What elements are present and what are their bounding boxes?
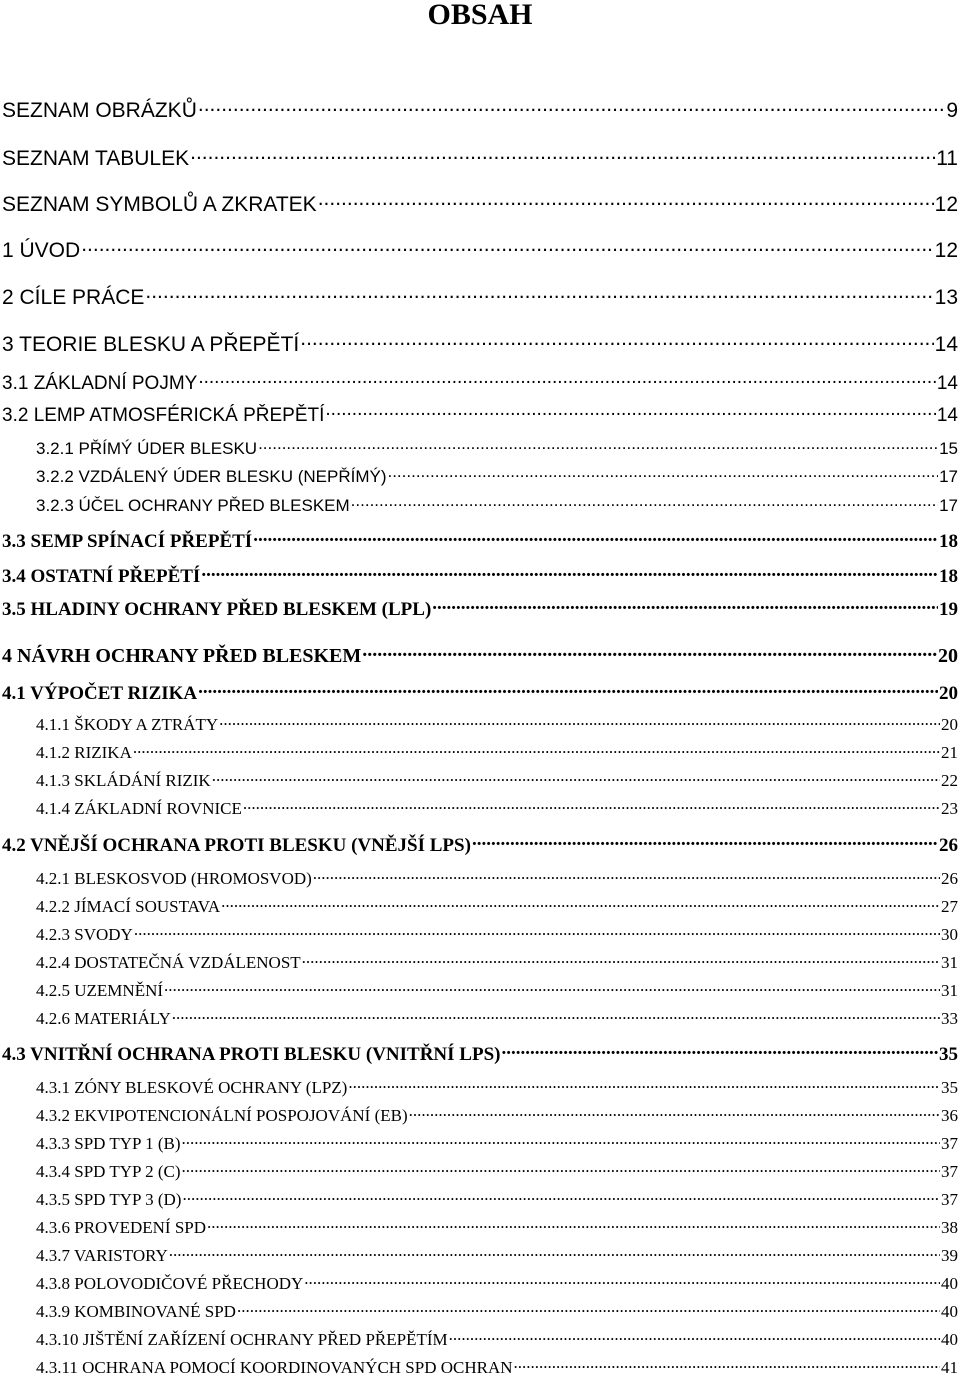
toc-leader — [201, 563, 938, 582]
toc-page-number: 37 — [941, 1134, 958, 1153]
toc-entry[interactable] — [2, 402, 958, 427]
toc-leader — [318, 190, 934, 211]
toc-leader — [219, 713, 940, 730]
toc-page-number: 14 — [936, 373, 958, 394]
toc-entry-label: SEZNAM TABULEK — [2, 147, 190, 170]
toc-leader — [134, 923, 940, 940]
toc-entry-label: 3.2 LEMP ATMOSFÉRICKÁ PŘEPĚTÍ — [2, 405, 325, 426]
toc-leader — [313, 867, 940, 884]
toc-entry[interactable] — [2, 1041, 958, 1066]
toc-entry-label: 4.1.3 SKLÁDÁNÍ RIZIK — [36, 771, 211, 790]
toc-entry-label: 4.3.7 VARISTORY — [36, 1246, 168, 1265]
toc-leader — [300, 330, 933, 351]
toc-entry[interactable] — [36, 1300, 958, 1322]
toc-page-number: 31 — [941, 981, 958, 1000]
toc-page-number: 30 — [941, 925, 958, 944]
toc-entry-label: 4.1 VÝPOČET RIZIKA — [2, 683, 198, 704]
toc-entry-label: 3.4 OSTATNÍ PŘEPĚTÍ — [2, 566, 201, 587]
toc-entry-label: 1 ÚVOD — [2, 239, 81, 262]
toc-entry[interactable] — [36, 465, 958, 487]
toc-page-number: 27 — [941, 897, 958, 916]
toc-page-number: 41 — [941, 1358, 958, 1377]
toc-page-number: 22 — [941, 771, 958, 790]
toc-entry-label: 4.2.1 BLESKOSVOD (HROMOSVOD) — [36, 869, 312, 888]
toc-entry[interactable] — [2, 96, 958, 123]
toc-page-number: 26 — [941, 869, 958, 888]
toc-entry[interactable] — [36, 1356, 958, 1378]
toc-entry[interactable] — [36, 1272, 958, 1294]
page-title: OBSAH — [427, 0, 533, 31]
toc-entry[interactable] — [36, 979, 958, 1001]
toc-entry-label: 4.3.5 SPD TYP 3 (D) — [36, 1190, 182, 1209]
toc-entry-label: 4.3.11 OCHRANA POMOCÍ KOORDINOVANÝCH SPD OCHRAN — [36, 1358, 513, 1377]
toc-leader — [190, 144, 935, 165]
toc-entry-label: 3.5 HLADINY OCHRANY PŘED BLESKEM (LPL) — [2, 599, 432, 620]
toc-entry-label: 4.3.1 ZÓNY BLESKOVÉ OCHRANY (LPZ) — [36, 1078, 348, 1097]
toc-page-number: 36 — [941, 1106, 958, 1125]
toc-leader — [253, 528, 938, 547]
toc-entry-label: 4.3.9 KOMBINOVANÉ SPD — [36, 1302, 236, 1321]
toc-page-number: 35 — [941, 1078, 958, 1097]
toc-page-number: 20 — [938, 645, 958, 667]
toc-entry-label: 4.3 VNITŘNÍ OCHRANA PROTI BLESKU (VNITŘNÍ LPS) — [2, 1044, 501, 1065]
toc-entry-label: 2 CÍLE PRÁCE — [2, 286, 145, 309]
toc-page-number: 17 — [939, 467, 958, 486]
toc-page-number: 18 — [939, 531, 958, 552]
toc-entry[interactable] — [36, 437, 958, 459]
toc-leader — [237, 1300, 940, 1317]
toc-page-number: 23 — [941, 799, 958, 818]
toc-leader — [182, 1160, 940, 1177]
toc-page-number: 40 — [941, 1302, 958, 1321]
toc-page-number: 12 — [934, 239, 958, 262]
toc-entry[interactable] — [2, 370, 958, 395]
toc-leader — [258, 437, 938, 454]
toc-entry[interactable] — [2, 190, 958, 217]
toc-leader — [302, 951, 940, 968]
toc-entry[interactable] — [36, 1244, 958, 1266]
toc-page-number: 37 — [941, 1162, 958, 1181]
toc-leader — [172, 1007, 940, 1024]
toc-leader — [169, 1244, 940, 1261]
toc-leader — [198, 96, 945, 117]
toc-entry[interactable] — [36, 867, 958, 889]
toc-entry-label: 4.2.4 DOSTATEČNÁ VZDÁLENOST — [36, 953, 301, 972]
toc-entry[interactable] — [36, 895, 958, 917]
toc-page-number: 21 — [941, 743, 958, 762]
toc-entry[interactable] — [36, 1216, 958, 1238]
toc-page-number: 20 — [941, 715, 958, 734]
toc-leader — [133, 741, 940, 758]
toc-entry[interactable] — [36, 741, 958, 763]
toc-leader — [221, 895, 940, 912]
toc-page-number: 31 — [941, 953, 958, 972]
toc-entry-label: 3.3 SEMP SPÍNACÍ PŘEPĚTÍ — [2, 531, 253, 552]
toc-entry-label: 4.3.6 PROVEDENÍ SPD — [36, 1218, 207, 1237]
toc-entry[interactable] — [2, 236, 958, 263]
toc-leader — [348, 1076, 940, 1093]
toc-page-number: 33 — [941, 1009, 958, 1028]
toc-entry[interactable] — [36, 923, 958, 945]
toc-entry-label: 4.3.10 JIŠTĚNÍ ZAŘÍZENÍ OCHRANY PŘED PŘEPĚTÍM — [36, 1330, 448, 1349]
toc-entry-label: 4.2.2 JÍMACÍ SOUSTAVA — [36, 897, 221, 916]
toc-page-number: 39 — [941, 1246, 958, 1265]
toc-entry[interactable] — [2, 144, 958, 171]
toc-leader — [207, 1216, 940, 1233]
toc-page-number: 26 — [939, 835, 958, 856]
toc-page-number: 37 — [941, 1190, 958, 1209]
toc-entry-label: 4.1.2 RIZIKA — [36, 743, 132, 762]
toc-entry-label: 4.2 VNĚJŠÍ OCHRANA PROTI BLESKU (VNĚJŠÍ LPS) — [2, 835, 471, 856]
toc-entry-label: 4.3.8 POLOVODIČOVÉ PŘECHODY — [36, 1274, 304, 1293]
toc-page-number: 18 — [939, 566, 958, 587]
toc-entry[interactable] — [2, 283, 958, 310]
toc-leader — [198, 680, 938, 699]
toc-entry[interactable] — [36, 1104, 958, 1126]
toc-entry-label: 3.2.3 ÚČEL OCHRANY PŘED BLESKEM — [36, 496, 350, 515]
toc-page-number: 20 — [939, 683, 958, 704]
toc-page-number: 40 — [941, 1274, 958, 1293]
toc-leader — [164, 979, 940, 996]
toc-leader — [81, 236, 933, 257]
toc-entry-label: 4.2.6 MATERIÁLY — [36, 1009, 171, 1028]
toc-leader — [304, 1272, 940, 1289]
toc-page-number: 15 — [939, 439, 958, 458]
toc-page-number: 35 — [939, 1044, 958, 1065]
toc-entry-label: 3.2.1 PŘÍMÝ ÚDER BLESKU — [36, 439, 258, 458]
toc-entry-label: 4.3.4 SPD TYP 2 (C) — [36, 1162, 181, 1181]
toc-entry[interactable] — [36, 951, 958, 973]
toc-entry-label: 4.1.4 ZÁKLADNÍ ROVNICE — [36, 799, 242, 818]
toc-entry[interactable] — [36, 769, 958, 791]
toc-entry[interactable] — [2, 563, 958, 588]
toc-entry-label: 4.2.3 SVODY — [36, 925, 133, 944]
toc-entry-label: 4.1.1 ŠKODY A ZTRÁTY — [36, 715, 219, 734]
toc-entry[interactable] — [36, 494, 958, 516]
toc-page-number: 9 — [946, 99, 958, 122]
toc-page-number: 11 — [936, 147, 958, 170]
toc-page-number: 14 — [936, 405, 958, 426]
toc-entry[interactable] — [36, 1076, 958, 1098]
toc-leader — [362, 642, 937, 662]
toc-page-number: 19 — [939, 599, 958, 620]
toc-entry[interactable] — [2, 596, 958, 621]
toc-page-number: 14 — [934, 333, 958, 356]
toc-leader — [409, 1104, 940, 1121]
toc-entry[interactable] — [36, 1188, 958, 1210]
toc-entry[interactable] — [36, 1328, 958, 1350]
toc-leader — [182, 1188, 940, 1205]
toc-entry-label: 4.2.5 UZEMNĚNÍ — [36, 981, 164, 1000]
toc-entry[interactable] — [2, 680, 958, 705]
toc-entry[interactable] — [36, 1132, 958, 1154]
toc-entry[interactable] — [36, 1007, 958, 1029]
toc-entry[interactable] — [2, 330, 958, 357]
toc-entry-label: 3.1 ZÁKLADNÍ POJMY — [2, 373, 198, 394]
toc-page-number: 12 — [934, 193, 958, 216]
toc-leader — [182, 1132, 940, 1149]
toc-leader — [449, 1328, 940, 1345]
toc-leader — [514, 1356, 940, 1373]
toc-entry-label: 4 NÁVRH OCHRANY PŘED BLESKEM — [2, 645, 362, 667]
toc-leader — [243, 797, 940, 814]
toc-entry[interactable] — [36, 713, 958, 735]
toc-page-number: 38 — [941, 1218, 958, 1237]
toc-leader — [351, 494, 938, 511]
toc-leader — [325, 402, 935, 421]
toc-leader — [198, 370, 936, 389]
toc-entry[interactable] — [2, 642, 958, 668]
toc-entry[interactable] — [36, 1160, 958, 1182]
toc-entry[interactable] — [2, 528, 958, 553]
toc-leader — [387, 465, 938, 482]
toc-page-number: 40 — [941, 1330, 958, 1349]
toc-entry-label: SEZNAM SYMBOLŮ A ZKRATEK — [2, 193, 317, 216]
toc-entry-label: SEZNAM OBRÁZKŮ — [2, 99, 197, 122]
toc-page-number: 17 — [939, 496, 958, 515]
toc-leader — [432, 596, 938, 615]
toc-entry[interactable] — [2, 832, 958, 857]
toc-leader — [501, 1041, 938, 1060]
toc-entry-label: 4.3.3 SPD TYP 1 (B) — [36, 1134, 181, 1153]
toc-entry[interactable] — [36, 797, 958, 819]
toc-leader — [472, 832, 938, 851]
toc-leader — [212, 769, 940, 786]
toc-leader — [145, 283, 933, 304]
toc-page-number: 13 — [934, 286, 958, 309]
toc-entry-label: 3 TEORIE BLESKU A PŘEPĚTÍ — [2, 333, 300, 356]
toc-entry-label: 4.3.2 EKVIPOTENCIONÁLNÍ POSPOJOVÁNÍ (EB) — [36, 1106, 408, 1125]
toc-entry-label: 3.2.2 VZDÁLENÝ ÚDER BLESKU (NEPŘÍMÝ) — [36, 467, 387, 486]
